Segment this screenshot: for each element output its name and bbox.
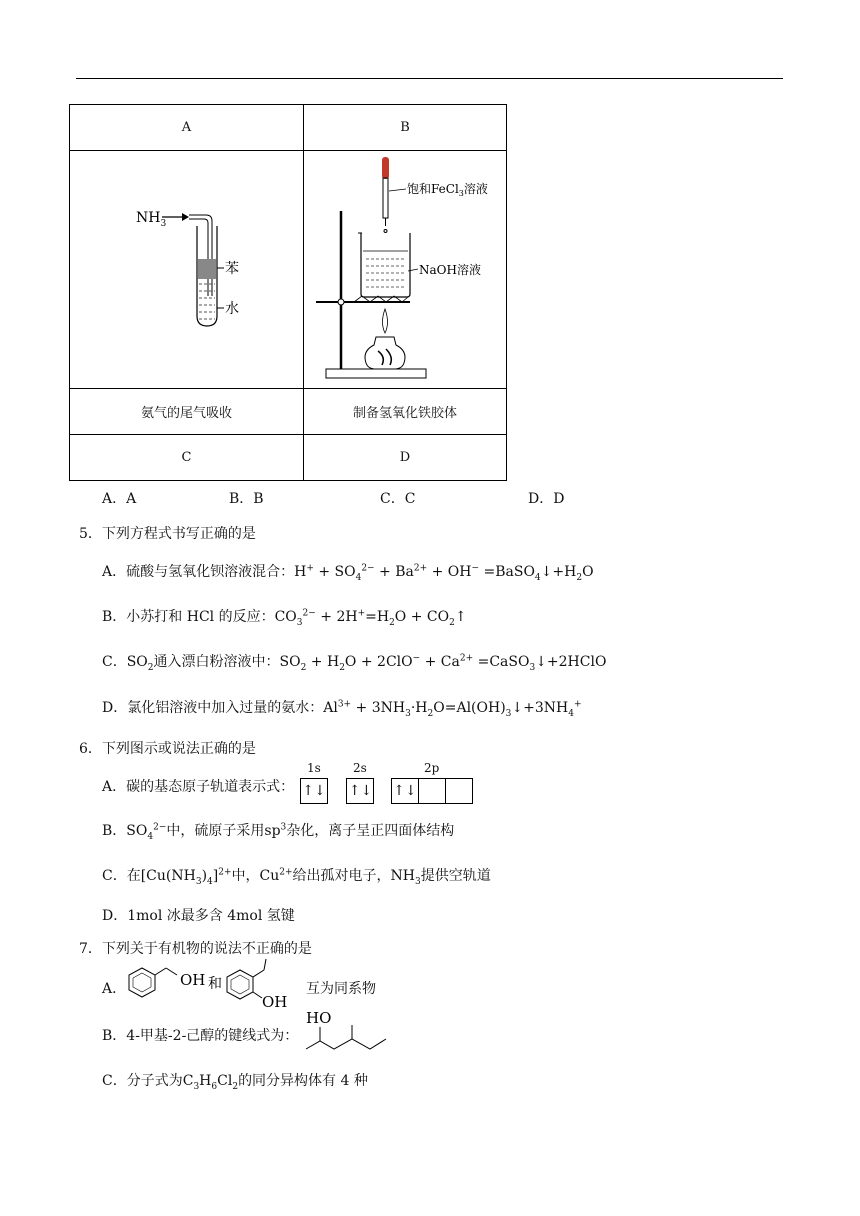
q6-option-a[interactable] xyxy=(102,776,294,796)
q5-b-text: B．小苏打和 HCl 的反应： xyxy=(102,609,275,625)
q5-c-text2: 通入漂白粉溶液中： xyxy=(153,654,280,670)
naoh-label: NaOH溶液 xyxy=(419,263,481,277)
q6-option-b[interactable]: B．$SO_4^{2-}$中，硫原子采用$sp^3$杂化，离子呈正四面体结构 xyxy=(102,822,455,842)
ammonia-absorption-diagram xyxy=(70,151,303,388)
q5-d-equation: $Al^{3+}$ + $3NH_3\cdot H_2O=Al(OH)_3↓+3NH_4^+$ xyxy=(323,699,582,719)
footer-cell-c: C xyxy=(70,435,304,481)
header-rule xyxy=(76,78,783,79)
q7-a-prefix[interactable]: A． xyxy=(102,981,127,997)
q6-a-text: A．碳的基态原子轨道表示式： xyxy=(102,779,295,795)
q4-option-c[interactable]: C．C xyxy=(380,491,416,507)
q4-option-d[interactable]: D．D xyxy=(528,491,565,507)
diagram-cell-b xyxy=(304,151,507,389)
q7-a-structures xyxy=(122,958,302,1010)
q7-a-oh1: OH xyxy=(180,971,206,989)
q5-c-equation: $SO_2 + H_2O + 2ClO^- + Ca^{2+}$ =CaSO$_3$↓+2HClO xyxy=(279,653,607,673)
q4-option-a[interactable]: A．A xyxy=(102,491,137,507)
q5-a-equation: $H^+ + SO_4^{2-} + Ba^{2+} + OH^-$ $=BaSO_4↓+H_2O$ xyxy=(294,563,594,583)
q6-option-d[interactable]: D．1mol 冰最多含 4mol 氢键 xyxy=(102,908,295,924)
q6-stem: 6．下列图示或说法正确的是 xyxy=(79,741,256,757)
orbital-box-2p: ↑↓ xyxy=(391,778,473,804)
q7-option-c[interactable]: C．分子式为$C_3H_6Cl_2$的同分异构体有 4 种 xyxy=(102,1073,368,1092)
q7-a-oh2: OH xyxy=(262,993,288,1010)
q5-option-b[interactable] xyxy=(102,606,467,628)
q7-a-and: 和 xyxy=(208,976,222,992)
q7-b-skeletal-formula xyxy=(302,1003,402,1055)
fecl3-label: 饱和FeCl$_3$溶液 xyxy=(407,182,488,198)
q5-option-d[interactable] xyxy=(102,697,582,719)
q5-a-text: A．硫酸与氢氧化钡溶液混合： xyxy=(102,564,295,580)
q6-option-c[interactable]: C．在$[Cu(NH_3)_4]^{2+}$中，$Cu^{2+}$给出孤对电子，$NH_3$提供空轨道 xyxy=(102,867,491,887)
colloid-preparation-diagram xyxy=(304,151,506,388)
nh3-label: $NH_3$ xyxy=(136,210,167,229)
orbital-box-2s: ↑↓ xyxy=(346,778,374,804)
q5-option-a[interactable] xyxy=(102,561,594,583)
q4-option-b[interactable]: B．B xyxy=(229,491,264,507)
q7-stem: 7．下列关于有机物的说法不正确的是 xyxy=(79,941,312,957)
q5-d-text: D．氯化铝溶液中加入过量的氨水： xyxy=(102,700,324,716)
orbital-label-2s: 2s xyxy=(353,761,367,775)
header-cell-b: B xyxy=(304,105,507,151)
caption-cell-a: 氨气的尾气吸收 xyxy=(70,389,304,435)
q5-stem: 5．下列方程式书写正确的是 xyxy=(79,526,256,542)
q7-a-suffix: 互为同系物 xyxy=(306,981,376,997)
caption-cell-b: 制备氢氧化铁胶体 xyxy=(304,389,507,435)
header-cell-a: A xyxy=(70,105,304,151)
apparatus-table xyxy=(69,104,507,481)
q5-b-equation: $CO_3^{2-} + 2H^+=H_2O$ + $CO_2↑$ xyxy=(274,608,467,628)
footer-cell-d: D xyxy=(304,435,507,481)
q7-b-ho: HO xyxy=(306,1009,332,1027)
orbital-box-1s: ↑↓ xyxy=(300,778,328,804)
q7-option-b[interactable]: B．4-甲基-2-己醇的键线式为： xyxy=(102,1028,299,1044)
q5-c-text: C． xyxy=(102,654,127,670)
orbital-diagram xyxy=(300,778,473,804)
diagram-cell-a xyxy=(70,151,304,389)
orbital-label-2p: 2p xyxy=(424,761,440,775)
orbital-label-1s: 1s xyxy=(307,761,321,775)
water-label: 水 xyxy=(225,301,239,317)
benzene-label: 苯 xyxy=(225,261,239,277)
q5-option-c[interactable]: C．$SO_2$通入漂白粉溶液中：$SO_2 + H_2O + 2ClO^- + Ca^{2+}$ =CaSO$_3$↓+2HClO xyxy=(102,653,607,673)
